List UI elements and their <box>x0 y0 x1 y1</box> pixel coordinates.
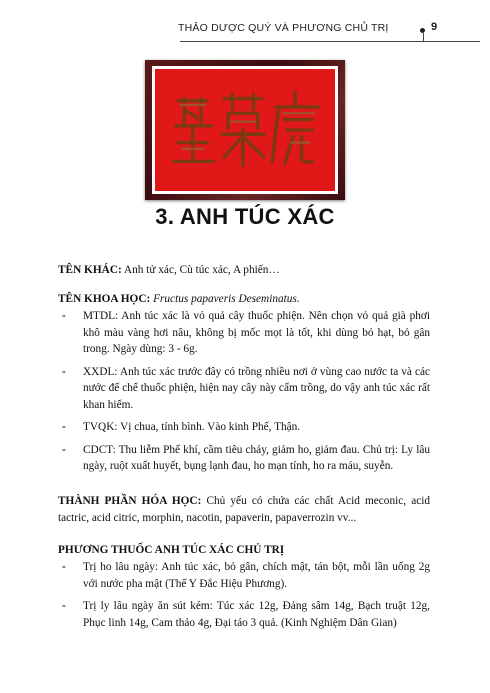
list-item-text: XXDL: Anh túc xác trước đây có trồng nhiều nơi ở vùng cao nước ta và các nước để chế thuốc phiện, hiện nay cây này cấm trồng, do vậy anh túc xác rất khan hiếm. <box>83 365 430 411</box>
dash-bullet-icon: - <box>62 600 66 612</box>
remedies-list <box>58 559 430 637</box>
specimen-photo <box>155 69 335 191</box>
dried-herb-characters-image <box>155 69 335 191</box>
list-item-text: Trị ho lâu ngày: Anh túc xác, bỏ gân, chích mật, tán bột, mỗi lần uống 2g với nước pha mật (Thế Y Đắc Hiệu Phương). <box>83 561 430 590</box>
dash-bullet-icon: - <box>62 421 66 433</box>
other-names-label: TÊN KHÁC: <box>58 264 122 276</box>
list-item <box>58 308 430 358</box>
bullet-dot-icon <box>420 28 425 33</box>
scientific-name-text: Fructus papaveris Deseminatus. <box>153 293 300 305</box>
composition-section <box>58 493 430 526</box>
description-list <box>58 308 430 481</box>
other-names-section <box>58 262 430 279</box>
scientific-name-label: TÊN KHOA HỌC: <box>58 293 151 305</box>
list-item <box>58 419 430 436</box>
scientific-name-section <box>58 291 430 308</box>
header-rule <box>180 41 480 42</box>
composition-label: THÀNH PHẦN HÓA HỌC: <box>58 495 202 507</box>
list-item-text: CDCT: Thu liễm Phế khí, cầm tiêu chảy, giảm ho, giảm đau. Chủ trị: Ly lâu ngày, ruột xuất huyết, bụng lạnh đau, ho mạn tính, ho ra máu, suyễn. <box>83 443 430 472</box>
other-names-text: Anh tử xác, Cù túc xác, A phiến… <box>123 264 280 276</box>
framed-specimen-picture <box>145 60 345 200</box>
list-item <box>58 598 430 631</box>
dash-bullet-icon: - <box>62 443 66 456</box>
composition-text: Chủ yếu có chứa các chất Acid meconic, acid tactric, acid citric, morphin, nacotin, papaverin, papaverrozin vv... <box>58 495 431 524</box>
book-title: THẢO DƯỢC QUÝ VÀ PHƯƠNG CHỦ TRỊ <box>178 22 389 34</box>
list-item-text: Trị ly lâu ngày ăn sút kém: Túc xác 12g, Đảng sâm 14g, Bạch truật 12g, Phục linh 14g, Cam thảo 4g, Đại táo 3 quả. (Kinh Nghiệm Dân Gian) <box>83 600 430 629</box>
list-item <box>58 364 430 414</box>
picture-mat <box>152 66 338 194</box>
header-rule-tick <box>423 33 424 42</box>
page-number: 9 <box>431 21 438 33</box>
list-item-text: MTDL: Anh túc xác là vỏ quả cây thuốc phiện. Nên chọn vỏ quả già phơi khô màu vàng hơi nâu, không bị mốc mọt là tốt, khi dùng bỏ hạt, bỏ gân trong. Ngày dùng: 3 - 6g. <box>83 310 430 355</box>
page-header <box>0 22 490 44</box>
remedies-label: PHƯƠNG THUỐC ANH TÚC XÁC CHỦ TRỊ <box>58 544 285 556</box>
page-title: 3. ANH TÚC XÁC <box>155 204 335 229</box>
remedies-section-heading <box>58 542 430 559</box>
list-item <box>58 442 430 475</box>
dash-bullet-icon: - <box>62 561 66 573</box>
dash-bullet-icon: - <box>62 310 66 322</box>
list-item-text: TVQK: Vị chua, tính bình. Vào kinh Phế, Thận. <box>83 421 301 433</box>
dash-bullet-icon: - <box>62 365 66 378</box>
list-item <box>58 559 430 592</box>
